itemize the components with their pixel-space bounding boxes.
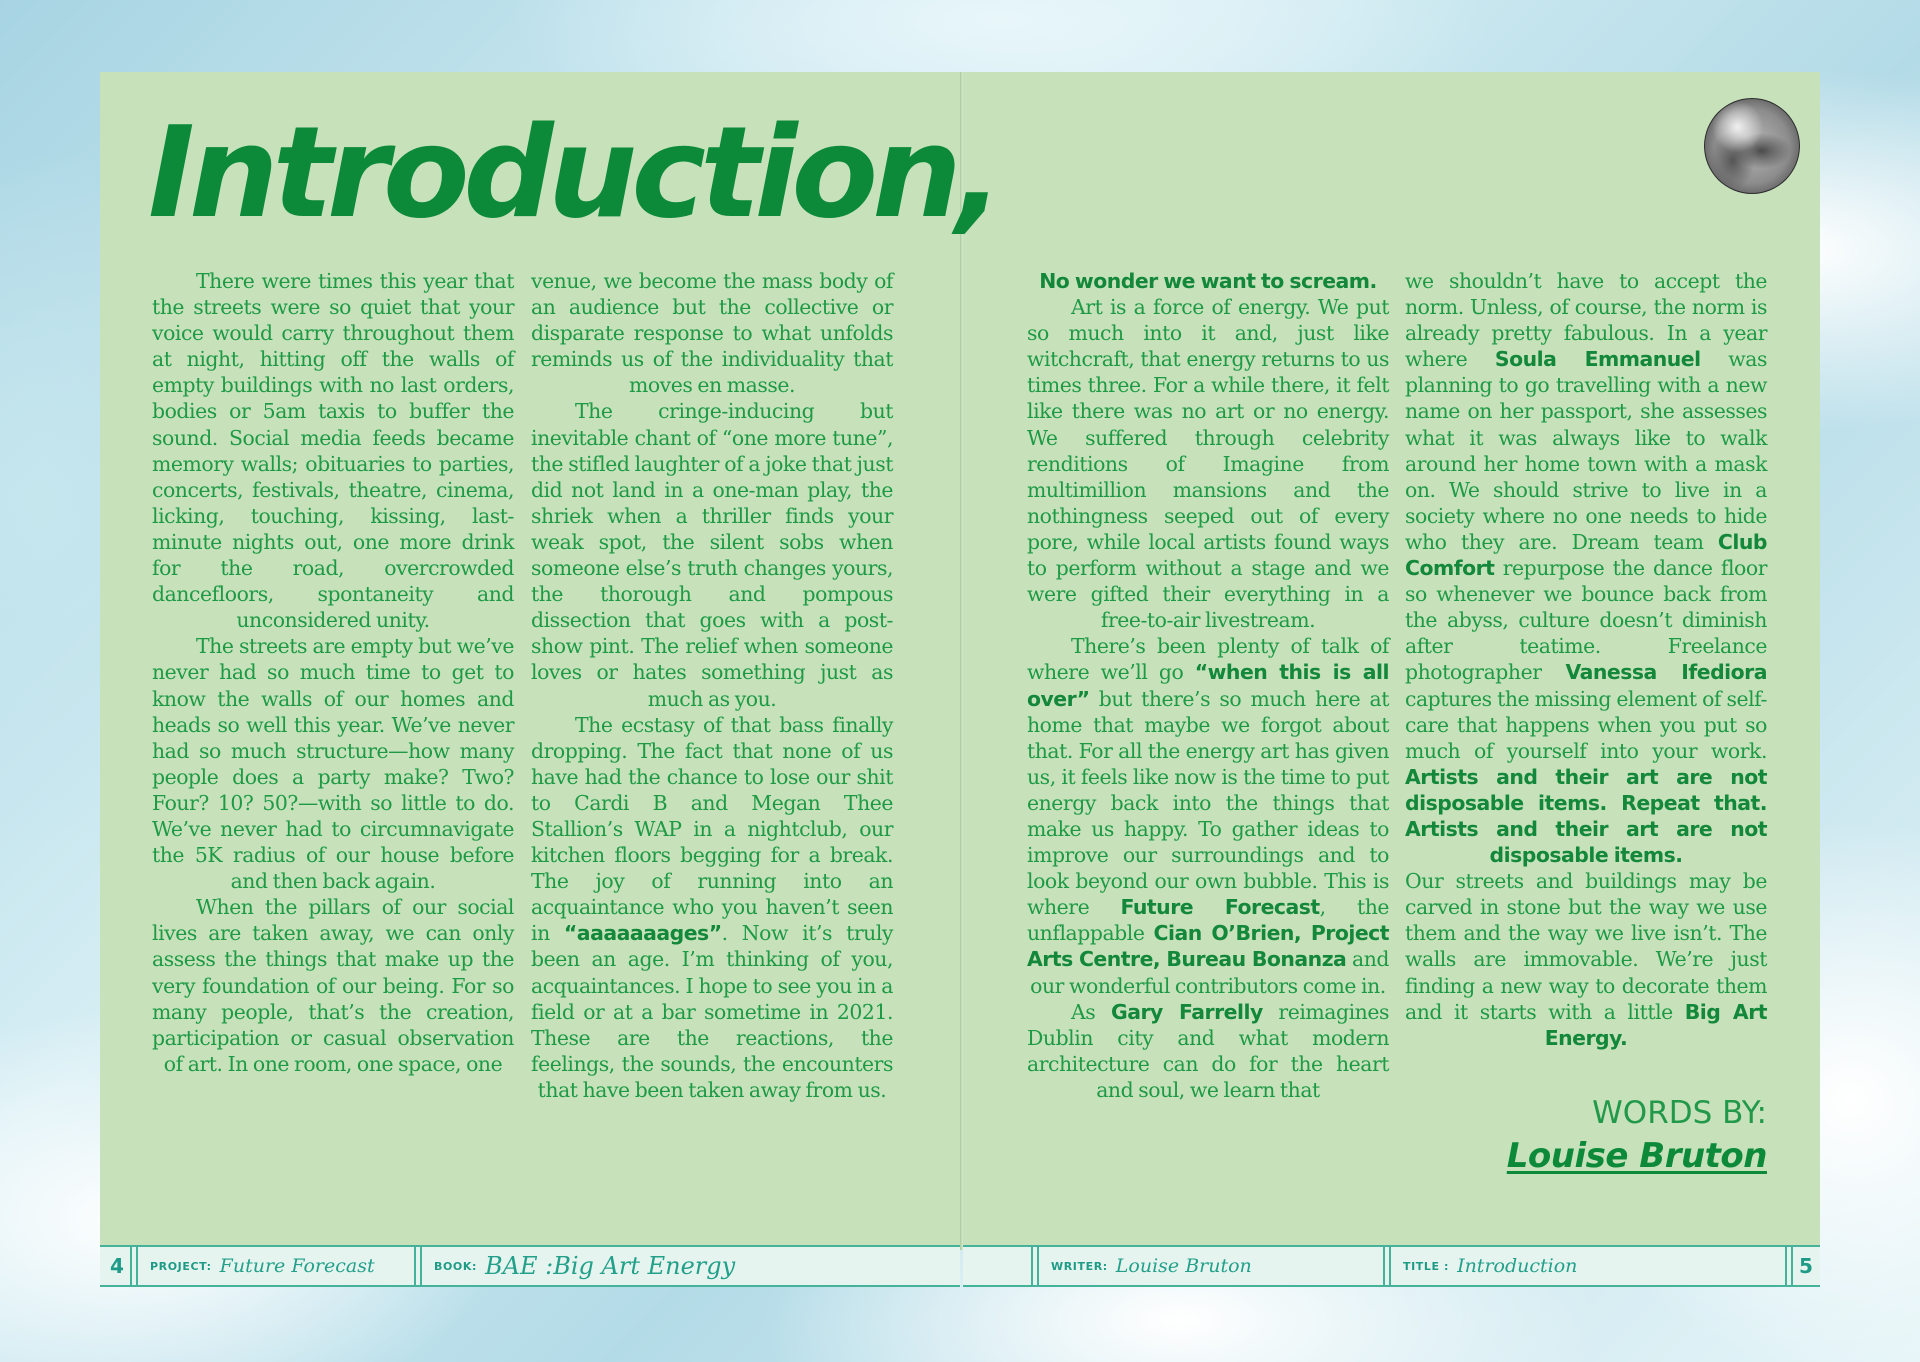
emphasis: Big Art Energy. xyxy=(1544,999,1768,1050)
page-title: Introduction, xyxy=(148,99,998,246)
text-column-2 xyxy=(531,268,893,1103)
project-label: PROJECT: xyxy=(150,1259,212,1273)
emphasis: Cian O’Brien, Project Arts Centre, Bureau Bonanza xyxy=(1027,921,1389,972)
paragraph: Our streets and buildings may be carved in stone but the way we use them and the way we live isn’t. The walls are immovable. We’re just finding a new way to decorate them and it starts with a little Big Art Energy. xyxy=(1405,869,1768,1050)
writer-value: Louise Bruton xyxy=(1115,1255,1252,1277)
paragraph xyxy=(1027,268,1389,294)
footer-book xyxy=(434,1247,735,1285)
emphasis: Artists and their art are not disposable items. Repeat that. Artists and their art are not disposable items. xyxy=(1405,764,1767,868)
footer-divider xyxy=(136,1247,138,1285)
text-column-1 xyxy=(152,268,514,1077)
book-label: BOOK: xyxy=(434,1259,478,1273)
page-gutter xyxy=(960,72,963,1250)
book-value: BAE :Big Art Energy xyxy=(485,1252,736,1280)
footer-right xyxy=(963,1245,1820,1287)
paragraph: venue, we become the mass body of an audience but the collective or disparate response to what unfolds reminds us of the individuality that moves en masse. xyxy=(531,269,893,398)
paragraph: The cringe-inducing but inevitable chant of “one more tune”, the stifled laughter of a joke that just did not land in a one-man play, the shriek when a thriller finds your weak spot, the silent sobs when someone else’s truth changes yours, the thorough and pompous dissection that goes with a post-show pint. The relief when someone loves or hates something just as much as you. xyxy=(531,399,893,711)
emphasis: “aaaaaaages” xyxy=(563,921,722,946)
paragraph: we shouldn’t have to accept the norm. Unless, of course, the norm is already pretty fabulous. In a year where Soula Emmanuel was planning to go travelling with a new name on her passport, she assesses what it was always like to walk around her home town with a mask on. We should strive to live in a society where no one needs to hide who they are. Dream team Club Comfort repurpose the dance floor so whenever we bounce back from the abyss, culture doesn’t diminish after teatime. Freelance photographer Vanessa Ifediora captures the missing element of self-care that happens when you put so much of yourself into your work. Artists and their art are not disposable items. Repeat that. Artists and their art are not disposable items. xyxy=(1405,269,1768,868)
paragraph: When the pillars of our social lives are taken away, we can only assess the things that make up the very foundation of our being. For so many people, that’s the creation, participation or casual observation of art. In one room, one space, one xyxy=(152,895,514,1076)
footer-divider xyxy=(130,1247,132,1285)
paragraph: The ecstasy of that bass finally dropping. The fact that none of us have had the chance to lose our shit to Cardi B and Megan Thee Stallion’s WAP in a nightclub, our kitchen floors begging for a break. The joy of running into an acquaintance who you haven’t seen in “aaaaaaages”. Now it’s truly been an age. I’m thinking of you, acquaintances. I hope to see you in a field or at a bar sometime in 2021. These are the reactions, the feelings, the sounds, the encounters that have been taken away from us. xyxy=(531,712,893,1102)
footer-divider xyxy=(1383,1247,1385,1285)
title-value: Introduction xyxy=(1457,1255,1578,1277)
project-value: Future Forecast xyxy=(219,1255,375,1277)
paragraph: As Gary Farrelly reimagines Dublin city and what modern architecture can do for the heart and soul, we learn that xyxy=(1027,999,1389,1102)
text-column-4 xyxy=(1405,268,1767,1051)
emphasis: Gary Farrelly xyxy=(1110,999,1263,1024)
earth-globe-icon xyxy=(1704,98,1800,194)
emphasis: “when this is all over” xyxy=(1027,660,1389,711)
footer-divider xyxy=(1791,1247,1793,1285)
emphasis: Vanessa Ifediora xyxy=(1565,660,1767,685)
footer-divider xyxy=(1031,1247,1033,1285)
footer-title xyxy=(1403,1247,1577,1285)
writer-label: WRITER: xyxy=(1051,1259,1108,1273)
lead-line: No wonder we want to scream. xyxy=(1039,269,1377,293)
footer-writer xyxy=(1051,1247,1252,1285)
emphasis: Future Forecast xyxy=(1120,895,1320,920)
footer-divider xyxy=(420,1247,422,1285)
footer-left xyxy=(100,1245,960,1287)
page-number-left: 4 xyxy=(110,1254,124,1278)
footer-divider xyxy=(1785,1247,1787,1285)
emphasis: Soula Emmanuel xyxy=(1494,347,1701,372)
page-number-right: 5 xyxy=(1799,1254,1813,1278)
emphasis: Club Comfort xyxy=(1405,529,1767,581)
byline-author: Louise Bruton xyxy=(1506,1136,1767,1176)
paragraph: There’s been plenty of talk of where we’ll go “when this is all over” but there’s so much here at home that maybe we forgot about that. For all the energy art has given us, it feels like now is the time to put energy back into the things that make us happy. To gather ideas to improve our surroundings and to look beyond our own bubble. This is where Future Forecast, the unflappable Cian O’Brien, Project Arts Centre, Bureau Bonanza and our wonderful contributors come in. xyxy=(1027,634,1390,998)
footer-divider xyxy=(1037,1247,1039,1285)
paragraph: The streets are empty but we’ve never had so much time to get to know the walls of our homes and heads so well this year. We’ve never had so much structure—how many people does a party make? Two? Four? 10? 50?—with so little to do. We’ve never had to circumnavigate the 5K radius of our house before and then back again. xyxy=(152,634,514,894)
footer-project xyxy=(150,1247,375,1285)
text-column-3 xyxy=(1027,268,1389,1103)
title-label: TITLE : xyxy=(1403,1259,1450,1273)
paragraph: There were times this year that the streets were so quiet that your voice would carry throughout them at night, hitting off the walls of empty buildings with no last orders, bodies or 5am taxis to buffer the sound. Social media feeds became memory walls; obituaries to parties, concerts, festivals, theatre, cinema, licking, touching, kissing, last-minute nights out, one more drink for the road, overcrowded dancefloors, spontaneity and unconsidered unity. xyxy=(152,269,514,633)
paragraph: Art is a force of energy. We put so much into it and, just like witchcraft, that energy returns to us times three. For a while there, it felt like there was no art or no energy. We suffered through celebrity renditions of Imagine from multimillion mansions and the nothingness seeped out of every pore, while local artists found ways to perform without a stage and we were gifted their everything in a free-to-air livestream. xyxy=(1027,295,1389,633)
footer-divider xyxy=(1389,1247,1391,1285)
footer-divider xyxy=(414,1247,416,1285)
byline-label: WORDS BY: xyxy=(1592,1095,1767,1131)
